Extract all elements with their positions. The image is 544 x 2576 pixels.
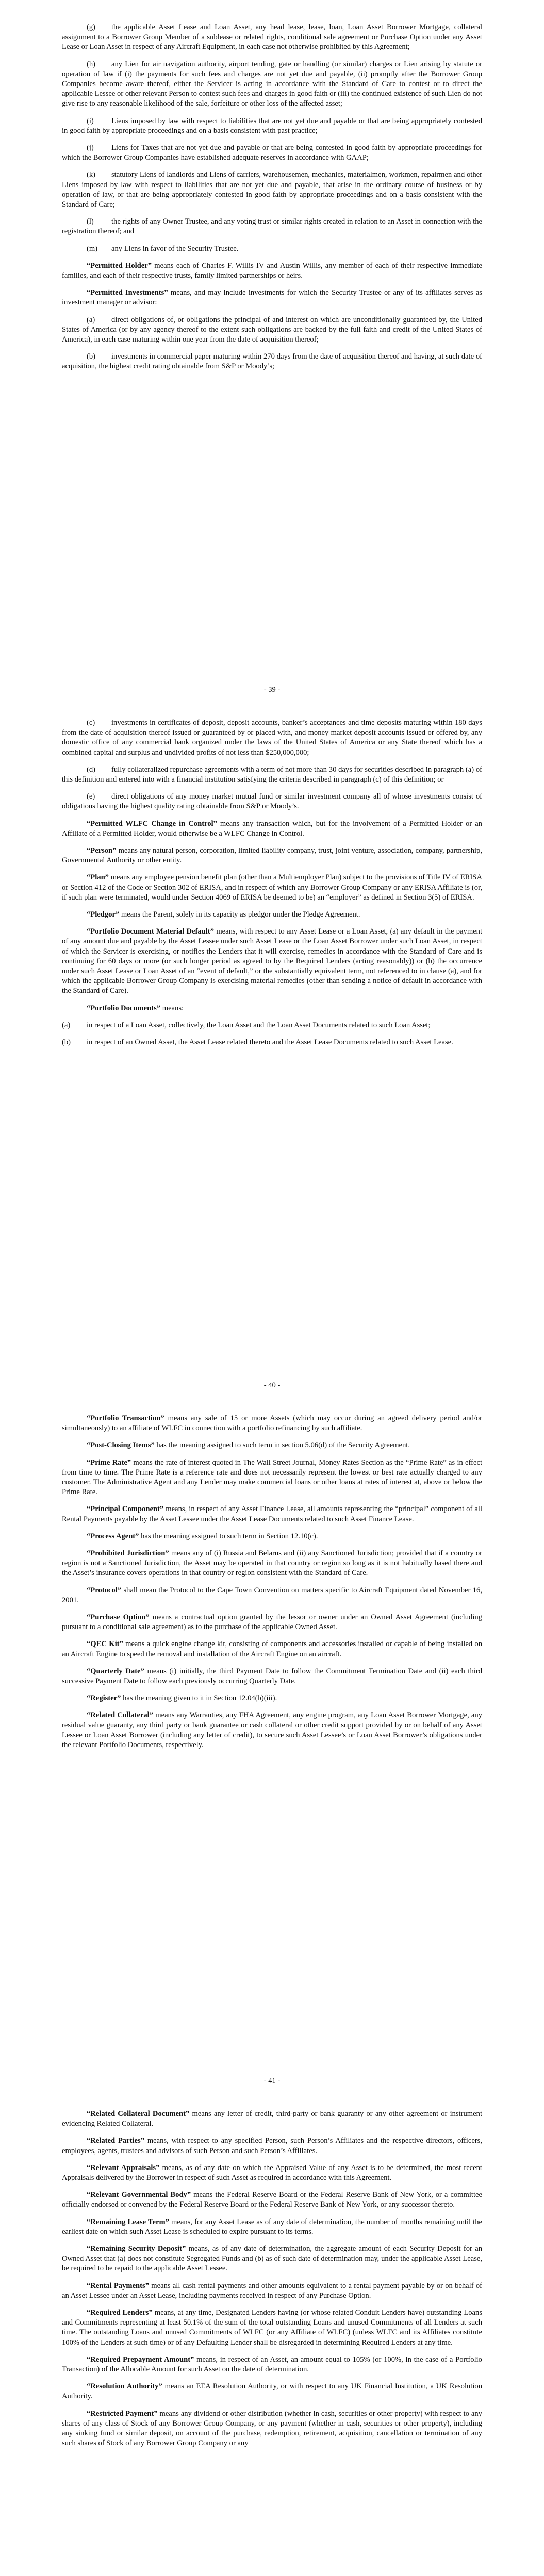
clause-number: (k) [87, 171, 96, 179]
defined-term: “Relevant Governmental Body” [87, 2191, 191, 2199]
definition-text: shall mean the Protocol to the Cape Town Convention on matters specific to Aircraft Equipment dated November 16, 2001. [62, 1586, 482, 1604]
page-number: - 40 - [263, 1381, 281, 1389]
definition-pledgor [62, 910, 482, 920]
clause-number: (a) [87, 315, 95, 324]
definition-permitted-wlfc-change-in-control [62, 819, 482, 839]
clause-number: (j) [87, 144, 94, 152]
definition-text: has the meaning given to it in Section 12.04(b)(iii). [121, 1694, 277, 1703]
definition-text: means any transaction which, but for the involvement of a Permitted Holder or an Affiliate of a Permitted Holder, would otherwise be a WLFC Change in Control. [62, 819, 482, 838]
definition-text: means any of (i) Russia and Belarus and (ii) any Sanctioned Jurisdiction; provided that if a country or region is not a Sanctioned Jurisdiction, the Asset may be operated in that country or region so long as it is not habitually based there and the Asset’s insurance covers operations in that country or region consistent with the Standard of Care. [62, 1549, 482, 1578]
definition-relevant-appraisals [62, 2163, 482, 2183]
clause-number: (c) [87, 719, 95, 727]
definition-plan [62, 873, 482, 903]
clause-text: direct obligations of, or obligations the principal of and interest on which are unconditionally guaranteed by, the United States of America (or by any agency thereof to the extent such obligations are backed by the full faith and credit of the United States of America), in each case maturing within one year from the date of acquisition thereof; [62, 315, 482, 344]
clause-text: any Liens in favor of the Security Trustee. [111, 244, 239, 253]
page-number: - 39 - [263, 686, 281, 694]
clause-number: (b) [62, 1038, 71, 1047]
definition-text: means, with respect to any specified Person, such Person’s Affiliates and the respective directors, officers, employees, agents, trustees and advisors of such Person and such Person’s Affiliates. [62, 2137, 482, 2155]
defined-term: “Person” [87, 846, 117, 855]
clause-number: (l) [87, 217, 94, 226]
defined-term: “Related Collateral” [87, 1711, 154, 1720]
definition-related-parties [62, 2136, 482, 2156]
page [62, 21, 482, 716]
definition-text: means an EEA Resolution Authority, or with respect to any UK Financial Institution, a UK Resolution Authority. [62, 2382, 483, 2401]
definition-purchase-option [62, 1613, 482, 1632]
clause-text: the rights of any Owner Trustee, and any voting trust or similar rights created in relation to an Asset in connection with the registration thereof; and [62, 217, 482, 236]
defined-term: “Pledgor” [87, 910, 120, 919]
definition-portfolio-document-material-default [62, 927, 482, 996]
defined-term: “Plan” [87, 873, 109, 882]
definition-text: means a contractual option granted by the lessor or owner under an Owned Asset Agreement (including pursuant to a conditional sale agreement) as to the purchase of the applicable Owned Asset. [62, 1613, 482, 1632]
definition-text: means a quick engine change kit, consisting of components and accessories installed or capable of being installed on an Aircraft Engine to speed the removal and installation of the Aircraft Engine on an aircraft. [62, 1640, 482, 1658]
clause-number: (m) [87, 244, 98, 253]
definition-process-agent [62, 1532, 482, 1541]
definition-relevant-governmental-body [62, 2190, 482, 2210]
definition-text: means the Parent, solely in its capacity as pledgor under the Pledge Agreement. [119, 910, 360, 919]
defined-term: “Restricted Payment” [87, 2409, 158, 2418]
defined-term: “Related Collateral Document” [87, 2110, 190, 2118]
definition-related-collateral-document [62, 2109, 482, 2129]
clause-a [62, 315, 482, 345]
definition-restricted-payment [62, 2409, 482, 2449]
clause-text: in respect of a Loan Asset, collectively, the Loan Asset and the Loan Asset Documents related to such Loan Asset; [87, 1021, 431, 1029]
defined-term: “Remaining Lease Term” [87, 2217, 169, 2226]
definition-protocol [62, 1586, 482, 1605]
defined-term: “Permitted WLFC Change in Control” [87, 819, 217, 828]
defined-term: “Register” [87, 1694, 121, 1703]
definition-quarterly-date [62, 1667, 482, 1686]
page [62, 1412, 482, 2107]
clause-c [62, 718, 482, 758]
clause-text: statutory Liens of landlords and Liens of carriers, warehousemen, mechanics, materialmen, workmen, repairmen and other Liens imposed by law with respect to liabilities that are not yet due and payable, that arise in the ordinary course of business or by operation of law, or that are being appropriately contested in good faith by appropriate proceedings and on a basis consistent with the Standard of Care; [62, 171, 482, 209]
defined-term: “Post-Closing Items” [87, 1441, 155, 1450]
clause-k [62, 170, 482, 210]
defined-term: “Rental Payments” [87, 2281, 150, 2290]
definition-text: means the Federal Reserve Board or the Federal Reserve Bank of New York, or a committee officially endorsed or convened by the Federal Reserve Board or the Federal Reserve Bank of New York, or any successor thereto. [62, 2191, 482, 2209]
definition-text: means any Warranties, any FHA Agreement, any engine program, any Loan Asset Borrower Mortgage, any residual value guaranty, any third party or bank guarantee or cash collateral or other credit support provided by or on behalf of any Asset Lessee or Loan Asset Borrower (including any letter of credit), to secure such Asset Lessee’s or Loan Asset Borrower’s obligations under the relevant Portfolio Documents, respectively. [62, 1711, 483, 1750]
definition-text: means, at any time, Designated Lenders having (or whose related Conduit Lenders have) outstanding Loans and Commitments representing at least 50.1% of the sum of the total outstanding Loans and unused Commitments of all Lenders at such time. The outstanding Loans and unused Commitments of WLFC (or any Affiliate of WLFC) (unless WLFC and its Affiliates constitute 100% of the Lenders at such time) or of any Defaulting Lender shall be disregarded in determining Required Lenders at any time. [62, 2309, 483, 2347]
clause-number: (b) [87, 352, 96, 361]
defined-term: “Purchase Option” [87, 1613, 150, 1622]
clause-text: in respect of an Owned Asset, the Asset Lease related thereto and the Asset Lease Documents related to such Asset Lease. [87, 1038, 453, 1047]
definition-portfolio-documents [62, 1004, 482, 1013]
definition-permitted-investments [62, 288, 482, 308]
clause-text: the applicable Asset Lease and Loan Asset, any head lease, lease, loan, Loan Asset Borrower Mortgage, collateral assignment to a Borrower Group Member of a sublease or related rights, conditional sale agreement or Purchase Option under any Asset Lease or Loan Asset in respect of any Aircraft Equipment, in each case not otherwise prohibited by this Agreement; [62, 23, 482, 52]
defined-term: “Resolution Authority” [87, 2382, 162, 2391]
clause-text: Liens for Taxes that are not yet due and payable or that are being contested in good faith by appropriate proceedings for which the Borrower Group Companies have established adequate reserves in accordance with GAAP; [62, 144, 482, 162]
definition-text: has the meaning assigned to such term in Section 12.10(c). [139, 1532, 318, 1540]
definition-post-closing-items [62, 1440, 482, 1450]
page-number: - 41 - [263, 2077, 281, 2085]
clause-number: (e) [87, 792, 95, 801]
definition-text: means any natural person, corporation, limited liability company, trust, joint venture, association, company, partnership, Governmental Authority or other entity. [62, 846, 482, 865]
defined-term: “Protocol” [87, 1586, 122, 1595]
clause-d [62, 765, 482, 785]
definition-text: means, for any Asset Lease as of any date of determination, the number of months remaining until the earliest date on which such Asset Lease is scheduled to expire pursuant to its terms. [62, 2217, 483, 2236]
definition-remaining-lease-term [62, 2217, 482, 2237]
definition-portfolio-transaction [62, 1414, 482, 1433]
clause-number: (h) [87, 60, 96, 69]
definition-principal-component [62, 1504, 482, 1524]
clause-g [62, 23, 482, 53]
definition-required-prepayment-amount [62, 2355, 482, 2375]
clause-text: direct obligations of any money market mutual fund or similar investment company all of whose investments consist of obligations having the highest quality rating obtainable from S&P or Moody’s. [62, 792, 482, 811]
defined-term: “Process Agent” [87, 1532, 139, 1540]
definition-text: means each of Charles F. Willis IV and Austin Willis, any member of each of their respective immediate families, and each of their respective trusts, family limited partnerships or heirs. [62, 261, 482, 280]
definition-text: means any letter of credit, third-party or bank guaranty or any other agreement or instrument evidencing Related Collateral. [62, 2110, 482, 2128]
clause-text: Liens imposed by law with respect to liabilities that are not yet due and payable or that are being appropriately contested in good faith by appropriate proceedings and on a basis consistent with past practice; [62, 116, 482, 135]
page [62, 716, 482, 1412]
definition-text: means, in respect of any Asset Finance Lease, all amounts representing the “principal” component of all Rental Payments payable by the Asset Lessee under the Asset Lease Documents related to such Asset Finance Lease. [62, 1505, 482, 1523]
definition-text: means, with respect to any Asset Lease or a Loan Asset, (a) any default in the payment of any amount due and payable by the Asset Lessee under such Asset Lease or the Loan Asset Borrower under such Loan Asset, in respect of which the Servicer is exercising, or notifies the Lenders that it will exercise, remedies in accordance with the Standard of Care and is continuing for 60 days or more (or such longer period as agreed to by the Required Lenders (acting reasonably)) or (b) the occurrence under such Asset Lease or Loan Asset of an “event of default,” or the substantially equivalent term, not referenced to in clause (a), and for which the applicable Borrower Group Company is exercising material remedies (other than sending a notice of default in accordance with the Standard of Care). [62, 927, 483, 995]
definition-text: means, as of any date on which the Appraised Value of any Asset is to be determined, the most recent Appraisals delivered by the Borrower in respect of such Asset as required in accordance with this Agreement. [62, 2163, 482, 2182]
defined-term: “Remaining Security Deposit” [87, 2245, 186, 2253]
definition-person [62, 846, 482, 866]
clause-j [62, 143, 482, 163]
clause-b [62, 352, 482, 371]
subclause-b [62, 1038, 482, 1047]
clause-i [62, 116, 482, 136]
definition-text: means: [160, 1004, 184, 1012]
subclause-a [62, 1021, 482, 1030]
definition-text: means any dividend or other distribution (whether in cash, securities or other property) with respect to any shares of any class of Stock of any Borrower Group Company, or any payment (whether in cash, securities or other property), including any sinking fund or similar deposit, on account of the purchase, redemption, retirement, acquisition, cancellation or termination of any such shares of Stock of any Borrower Group Company or any [62, 2409, 482, 2448]
clause-number: (a) [62, 1021, 71, 1029]
defined-term: “Relevant Appraisals” [87, 2163, 160, 2172]
definition-required-lenders [62, 2308, 482, 2348]
definition-remaining-security-deposit [62, 2244, 482, 2274]
definition-qec-kit [62, 1639, 482, 1659]
clause-text: any Lien for air navigation authority, airport tending, gate or handling (or similar) charges or Lien arising by statute or operation of law if (i) the payments for such fees and charges are not yet due and payable, (ii) promptly after the Borrower Group Companies become aware thereof, either the Servicer is acting in accordance with the Standard of Care to contest or to direct the applicable Lessee or other relevant Person to contest such fees and charges in good faith or (iii) the continued existence of such Lien do not give rise to any reasonable likelihood of the sale, forfeiture or other loss of the affected asset; [62, 60, 482, 108]
clause-number: (g) [87, 23, 96, 31]
defined-term: “Principal Component” [87, 1505, 164, 1514]
defined-term: “Permitted Investments” [87, 289, 168, 297]
definition-text: means any sale of 15 or more Assets (which may occur during an agreed delivery period and/or simultaneously) to an affiliate of WLFC in connection with a portfolio refinancing by such affiliate. [62, 1414, 482, 1433]
definition-text: means all cash rental payments and other amounts equivalent to a rental payment payable by or on behalf of an Asset Lessee under an Asset Lease, including payments received in respect of any Purchase Option. [62, 2281, 482, 2300]
definition-permitted-holder [62, 261, 482, 281]
definition-text: means, and may include investments for which the Security Trustee or any of its affiliates serves as investment manager or advisor: [62, 289, 482, 307]
clause-l [62, 217, 482, 236]
defined-term: “Prime Rate” [87, 1458, 131, 1467]
clause-text: investments in commercial paper maturing within 270 days from the date of acquisition thereof and having, at such date of acquisition, the highest credit rating obtainable from S&P or Moody’s; [62, 352, 482, 371]
defined-term: “Portfolio Documents” [87, 1004, 161, 1012]
defined-term: “Portfolio Document Material Default” [87, 927, 215, 936]
defined-term: “Related Parties” [87, 2137, 144, 2145]
clause-text: investments in certificates of deposit, deposit accounts, banker’s acceptances and time deposits maturing within 180 days from the date of acquisition thereof issued or guaranteed by or placed with, and money market deposit accounts issued or offered by, any domestic office of any commercial bank organized under the laws of the United States of America or any State thereof which has a combined capital and surplus and undivided profits of not less than $250,000,000; [62, 719, 482, 757]
defined-term: “Prohibited Jurisdiction” [87, 1549, 169, 1558]
definition-prime-rate [62, 1458, 482, 1498]
clause-h [62, 60, 482, 109]
defined-term: “Quarterly Date” [87, 1667, 144, 1675]
defined-term: “Required Prepayment Amount” [87, 2355, 194, 2364]
definition-text: means, in respect of an Asset, an amount equal to 105% (or 100%, in the case of a Portfolio Transaction) of the Allocable Amount for such Asset on the date of determination. [62, 2355, 482, 2374]
defined-term: “QEC Kit” [87, 1640, 123, 1649]
page [62, 2107, 482, 2576]
clause-text: fully collateralized repurchase agreements with a term of not more than 30 days for securities described in paragraph (a) of this definition and entered into with a financial institution satisfying the criteria described in paragraph (c) of this definition; or [62, 765, 482, 784]
definition-text: means any employee pension benefit plan (other than a Multiemployer Plan) subject to the provisions of Title IV of ERISA or Section 412 of the Code or Section 302 of ERISA, and in respect of which any Borrower Group Company or any ERISA Affiliate is (or, if such plan were terminated, would under Section 4069 of ERISA be deemed to be) an “employer” as defined in Section 3(5) of ERISA. [62, 873, 482, 902]
definition-text: means the rate of interest quoted in The Wall Street Journal, Money Rates Section as the “Prime Rate” as in effect from time to time. The Prime Rate is a reference rate and does not necessarily represent the lowest or best rate actually charged to any customer. The Administrative Agent and any Lender may make commercial loans or other loans at rates of interest at, above or below the Prime Rate. [62, 1458, 483, 1497]
definition-text: means, as of any date of determination, the aggregate amount of each Security Deposit for an Owned Asset that (a) does not constitute Segregated Funds and (b) as of such date of determination may, under the applicable Asset Lease, be required to be repaid to the applicable Asset Lessee. [62, 2245, 482, 2273]
definition-prohibited-jurisdiction [62, 1549, 482, 1579]
clause-m [62, 244, 482, 254]
definition-register [62, 1693, 482, 1703]
definition-text: means (i) initially, the third Payment Date to follow the Commitment Termination Date and (ii) each third successive Payment Date to follow each previously occurring Quarterly Date. [62, 1667, 482, 1686]
definition-text: has the meaning assigned to such term in section 5.06(d) of the Security Agreement. [154, 1441, 410, 1450]
clause-number: (i) [87, 116, 94, 125]
clause-e [62, 792, 482, 811]
defined-term: “Portfolio Transaction” [87, 1414, 164, 1422]
clause-number: (d) [87, 765, 96, 774]
defined-term: “Permitted Holder” [87, 261, 152, 270]
defined-term: “Required Lenders” [87, 2309, 153, 2317]
definition-related-collateral [62, 1710, 482, 1750]
definition-rental-payments [62, 2281, 482, 2301]
definition-resolution-authority [62, 2382, 482, 2401]
